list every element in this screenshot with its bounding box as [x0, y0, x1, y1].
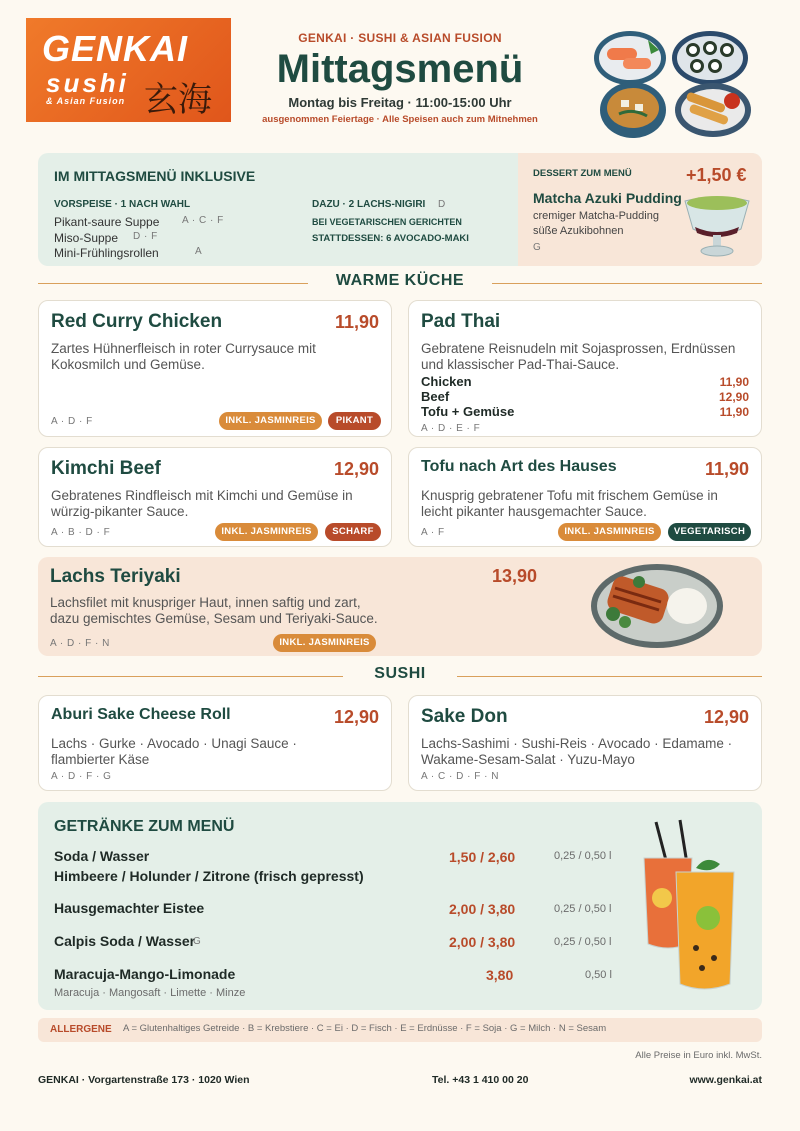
logo-main-text: GENKAI — [42, 28, 189, 69]
dish-name: Pad Thai — [421, 311, 501, 332]
option-name: Beef — [421, 389, 450, 404]
tag-pikant: PIKANT — [328, 412, 381, 430]
dish-allergens: A · F — [421, 527, 445, 538]
logo-kanji: 玄海 — [144, 80, 212, 120]
drink-sub: Maracuja · Mangosaft · Limette · Minze — [54, 987, 246, 999]
starter-item: Pikant-saure Suppe — [54, 215, 160, 229]
dish-desc: dazu gemischtes Gemüse, Sesam und Teriyaki-Sauce. — [50, 611, 378, 626]
dessert-box — [518, 153, 762, 266]
dish-price: 11,90 — [704, 459, 749, 479]
extra-heading: DAZU · 2 LACHS-NIGIRI — [312, 199, 426, 210]
brand-line: GENKAI · SUSHI & ASIAN FUSION — [298, 31, 502, 45]
dessert-allergen: G — [533, 242, 542, 253]
drink-size: 0,25 / 0,50 l — [554, 936, 612, 948]
dish-name: Tofu nach Art des Hauses — [421, 458, 617, 475]
footer-phone: Tel. +43 1 410 00 20 — [432, 1074, 529, 1086]
dish-allergens: A · C · D · F · N — [421, 771, 499, 782]
logo-sub-text: sushi — [46, 68, 129, 98]
lachs-teriyaki-illustration — [589, 562, 725, 650]
tag-jasminreis: INKL. JASMINREIS — [273, 634, 376, 652]
section-title-sushi: SUSHI — [374, 665, 426, 682]
tag-jasminreis: INKL. JASMINREIS — [215, 523, 318, 541]
dessert-name: Matcha Azuki Pudding — [533, 190, 682, 206]
drink-size: 0,25 / 0,50 l — [554, 903, 612, 915]
dish-price: 11,90 — [334, 312, 379, 332]
dish-desc: Lachsfilet mit knuspriger Haut, innen saftig und zart, — [50, 595, 361, 610]
allergens-bar — [38, 1018, 762, 1042]
dish-card-pad-thai — [408, 300, 762, 437]
inclusive-title: IM MITTAGSMENÜ INKLUSIVE — [54, 168, 256, 184]
dish-card-tofu — [408, 447, 762, 547]
option-price: 12,90 — [718, 390, 749, 404]
drink-allergen: G — [193, 936, 202, 947]
header-note: ausgenommen Feiertage · Alle Speisen auch zum Mitnehmen — [262, 114, 538, 125]
tag-jasminreis: INKL. JASMINREIS — [558, 523, 661, 541]
drink-name: Maracuja-Mango-Limonade — [54, 966, 236, 982]
dessert-price: +1,50 € — [686, 165, 747, 185]
option-name: Tofu + Gemüse — [421, 404, 515, 419]
footer-address: GENKAI · Vorgartenstraße 173 · 1020 Wien — [38, 1074, 250, 1086]
veg-note: BEI VEGETARISCHEN GERICHTEN — [312, 217, 462, 227]
divider — [457, 676, 762, 677]
starter-allergens: A — [195, 246, 203, 257]
inclusive-panel — [38, 153, 762, 266]
drink-size: 0,50 l — [585, 969, 612, 981]
dish-desc: Kokosmilch und Gemüse. — [51, 357, 205, 372]
dish-card-red-curry — [38, 300, 392, 437]
dish-desc: flambierter Käse — [51, 752, 150, 767]
divider — [38, 676, 343, 677]
drinks-panel — [38, 802, 762, 1010]
dish-name: Red Curry Chicken — [51, 311, 223, 332]
drinks-title: GETRÄNKE ZUM MENÜ — [54, 818, 235, 835]
drinks-illustration — [636, 818, 746, 994]
drink-price: 2,00 / 3,80 — [449, 934, 516, 950]
footer-website: www.genkai.at — [689, 1074, 762, 1086]
dish-allergens: A · D · F · N — [50, 638, 110, 649]
drink-price: 2,00 / 3,80 — [449, 901, 516, 917]
food-platter-illustration — [593, 28, 753, 142]
dish-price: 13,90 — [492, 566, 538, 586]
drink-name: Calpis Soda / Wasser — [54, 933, 196, 949]
logo — [26, 18, 231, 122]
dish-allergens: A · D · E · F — [421, 423, 481, 434]
matcha-pudding-illustration — [681, 189, 753, 259]
dish-card-lachs-teriyaki — [38, 557, 762, 656]
tag-vegetarisch: VEGETARISCH — [668, 523, 751, 541]
dish-allergens: A · D · F — [51, 416, 93, 427]
starter-item: Mini-Frühlingsrollen — [54, 246, 159, 260]
dessert-label: DESSERT ZUM MENÜ — [533, 168, 632, 179]
section-title-warm: WARME KÜCHE — [335, 272, 465, 289]
dish-desc: Gebratenes Rindfleisch mit Kimchi und Gemüse in — [51, 488, 353, 503]
divider — [492, 283, 762, 284]
dish-desc: würzig-pikanter Sauce. — [51, 504, 189, 519]
starter-heading: VORSPEISE · 1 NACH WAHL — [54, 199, 191, 210]
dish-desc: und klassischer Pad-Thai-Sauce. — [421, 357, 620, 372]
drink-price: 1,50 / 2,60 — [449, 849, 516, 865]
extra-allergen: D — [438, 199, 446, 210]
option-name: Chicken — [421, 374, 472, 389]
option-price: 11,90 — [719, 405, 749, 419]
dish-card-aburi — [38, 695, 392, 791]
veg-note: STATTDESSEN: 6 AVOCADO-MAKI — [312, 233, 469, 244]
dish-desc: leicht pikanter hausgemachter Sauce. — [421, 504, 647, 519]
logo-tagline: & Asian Fusion — [46, 96, 126, 106]
dish-desc: Lachs-Sashimi · Sushi-Reis · Avocado · Edamame · — [421, 736, 733, 751]
dish-desc: Wakame-Sesam-Salat · Yuzu-Mayo — [421, 752, 635, 767]
dish-desc: Knusprig gebratener Tofu mit frischem Gemüse in — [421, 488, 718, 503]
option-price: 11,90 — [719, 375, 749, 389]
page-title: Mittagsmenü — [276, 47, 524, 91]
price-note: Alle Preise in Euro inkl. MwSt. — [635, 1050, 762, 1061]
tag-jasminreis: INKL. JASMINREIS — [219, 412, 322, 430]
dessert-desc: cremiger Matcha-Pudding — [533, 210, 659, 222]
allergens-legend: A = Glutenhaltiges Getreide · B = Krebstiere · C = Ei · D = Fisch · E = Erdnüsse · F = Soja · G = Milch · N = Sesam — [123, 1023, 607, 1034]
dish-name: Sake Don — [421, 706, 508, 727]
opening-hours: Montag bis Freitag · 11:00-15:00 Uhr — [288, 95, 512, 110]
dish-card-sake-don — [408, 695, 762, 791]
allergens-label: ALLERGENE — [50, 1024, 112, 1035]
drink-size: 0,25 / 0,50 l — [554, 850, 612, 862]
dish-price: 12,90 — [703, 707, 749, 727]
starter-item: Miso-Suppe — [54, 231, 119, 245]
dish-price: 12,90 — [333, 459, 379, 479]
dish-desc: Zartes Hühnerfleisch in roter Currysauce mit — [51, 341, 316, 356]
dish-allergens: A · D · F · G — [51, 771, 112, 782]
divider — [38, 283, 308, 284]
starter-allergens: A · C · F — [182, 215, 224, 226]
dish-name: Aburi Sake Cheese Roll — [51, 706, 231, 723]
dish-name: Kimchi Beef — [51, 458, 161, 479]
dish-desc: Lachs · Gurke · Avocado · Unagi Sauce · — [51, 736, 297, 751]
dish-name: Lachs Teriyaki — [50, 566, 181, 587]
dish-desc: Gebratene Reisnudeln mit Sojasprossen, Erdnüssen — [421, 341, 736, 356]
drink-name: Soda / Wasser — [54, 848, 150, 864]
drink-name: Hausgemachter Eistee — [54, 900, 205, 916]
dish-card-kimchi-beef — [38, 447, 392, 547]
dish-allergens: A · B · D · F — [51, 527, 111, 538]
drink-price: 3,80 — [486, 967, 514, 983]
starter-allergens: D · F — [133, 231, 158, 242]
tag-scharf: SCHARF — [325, 523, 381, 541]
dessert-desc: süße Azukibohnen — [533, 225, 624, 237]
drink-sub: Himbeere / Holunder / Zitrone (frisch gepresst) — [54, 868, 364, 884]
dish-price: 12,90 — [333, 707, 379, 727]
